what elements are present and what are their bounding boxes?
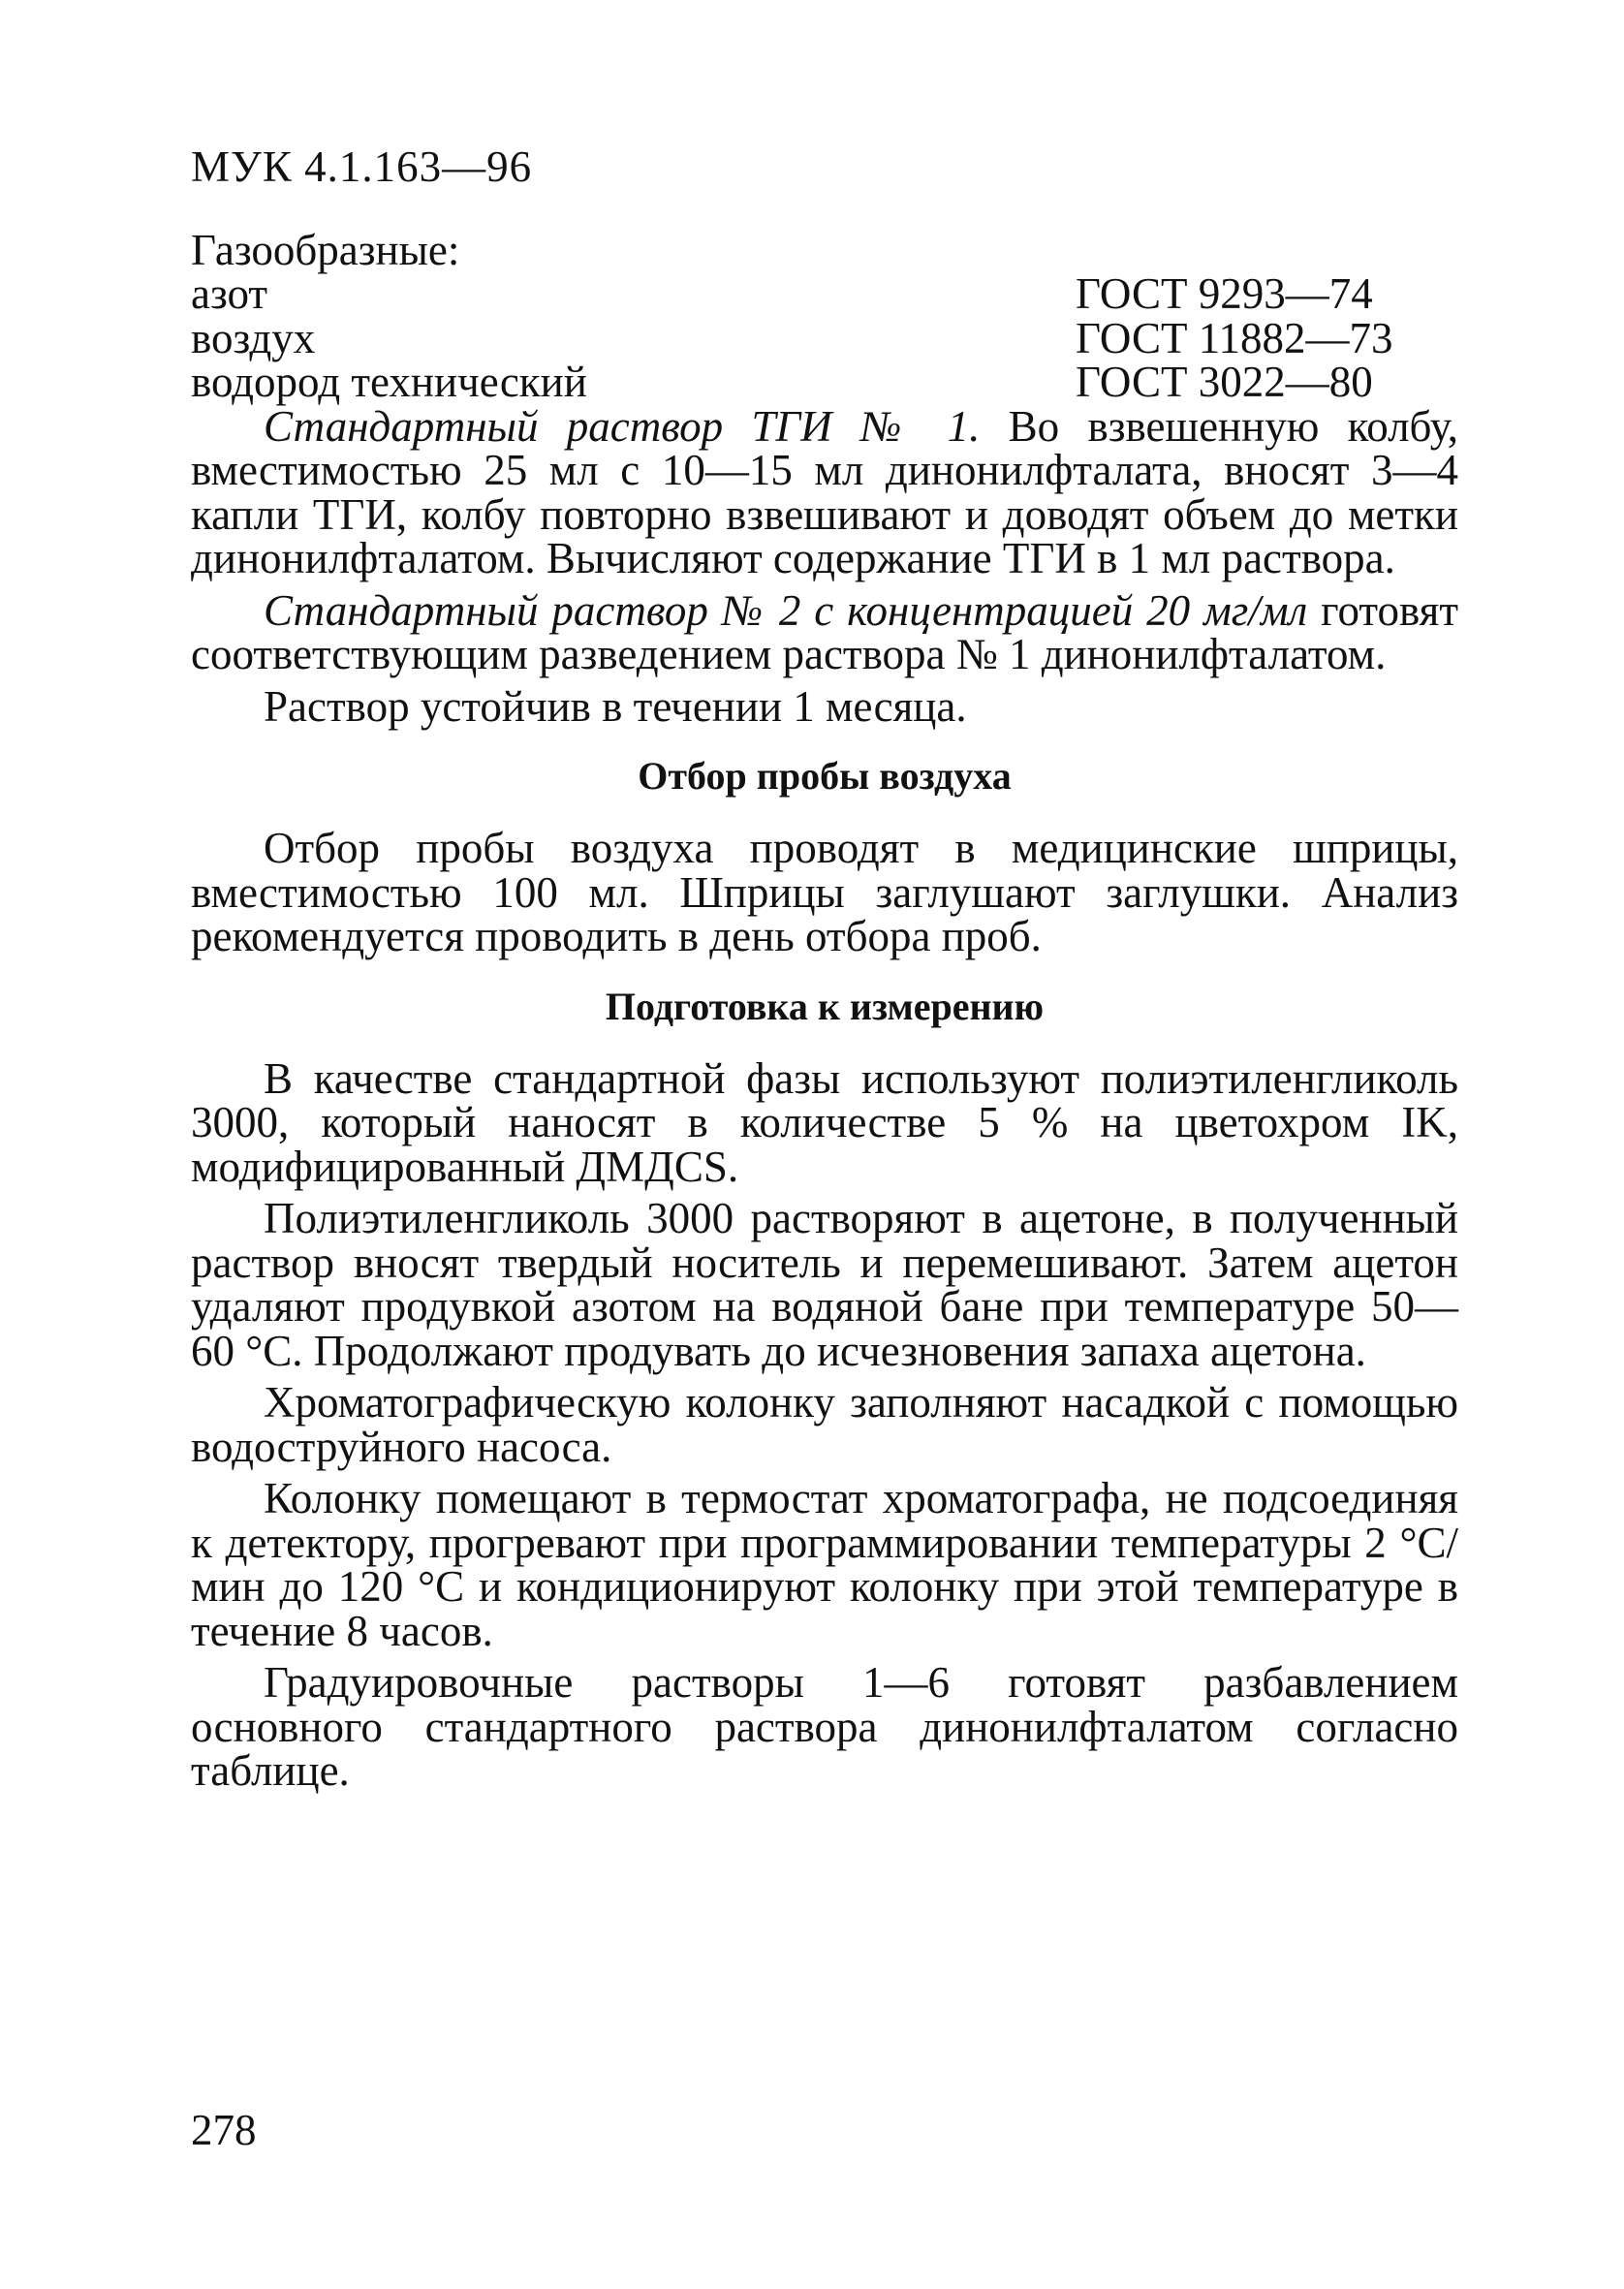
sampling-paragraph: Отбор пробы воздуха проводят в медицинские шприцы, вместимостью 100 мл. Шприцы заглушают заглушки. Анализ рекомендуется проводить в день отбора проб. xyxy=(191,824,1458,960)
document-code: МУК 4.1.163—96 xyxy=(191,142,533,191)
sampling-heading: Отбор пробы воздуха xyxy=(638,754,1012,798)
page-number: 278 xyxy=(191,2106,257,2154)
standard-solution-1-lead: Стандартный раствор ТГИ № 1. xyxy=(264,401,981,451)
standard-solution-2-text: готовят соответствующим разведением раствора № 1 динонилфталатом. xyxy=(191,585,1458,678)
material-name: водород технический xyxy=(191,358,587,406)
standard-solution-2-lead: Стандартный раствор № 2 с концентрацией 20 мг/мл xyxy=(264,585,1308,635)
material-gost: ГОСТ 9293—74 xyxy=(1076,269,1373,318)
material-name: воздух xyxy=(191,313,316,362)
preparation-paragraph: Хроматографическую колонку заполняют насадкой с помощью водоструйного насоса. xyxy=(191,1378,1458,1471)
material-row xyxy=(191,313,1458,362)
preparation-paragraph: В качестве стандартной фазы используют полиэтиленгликоль 3000, который наносят в количестве 5 % на цветохром IK, модифицированный ДМДCS. xyxy=(191,1053,1458,1191)
standard-solution-1-text: Во взвешенную колбу, вместимостью 25 мл с 10—15 мл динонилфталата, вносят 3—4 капли ТГИ, колбу повторно взвешивают и доводят объем до метки динонилфталатом. Вычисляют содержание ТГИ в 1 мл раствора. xyxy=(191,401,1458,582)
preparation-heading: Подготовка к измерению xyxy=(605,984,1045,1028)
standard-solution-2-paragraph xyxy=(191,585,1458,678)
material-gost: ГОСТ 11882—73 xyxy=(1076,313,1393,362)
material-name: азот xyxy=(191,269,268,318)
preparation-paragraph: Градуировочные растворы 1—6 готовят разбавлением основного стандартного раствора динонилфталатом согласно таблице. xyxy=(191,1658,1458,1795)
stability-paragraph: Раствор устойчив в течении 1 месяца. xyxy=(264,681,967,731)
materials-heading: Газообразные: xyxy=(191,225,460,274)
preparation-paragraph: Полиэтиленгликоль 3000 растворяют в ацетоне, в полученный раствор вносят твердый носитель и перемешивают. Затем ацетон удаляют продувкой азотом на водяной бане при температуре 50—60 °С. Продолжают продувать до исчезновения запаха ацетона. xyxy=(191,1194,1458,1375)
material-row xyxy=(191,358,1458,406)
materials-list xyxy=(191,225,1458,406)
page-content xyxy=(191,142,1458,1795)
material-gost: ГОСТ 3022—80 xyxy=(1076,358,1373,406)
preparation-paragraph: Колонку помещают в термостат хроматографа, не подсоединяя к детектору, прогревают при программировании температуры 2 °С/мин до 120 °С и кондиционируют колонку при этой температуре в течение 8 часов. xyxy=(191,1474,1458,1655)
material-row xyxy=(191,269,1458,318)
standard-solution-1-paragraph xyxy=(191,401,1458,582)
